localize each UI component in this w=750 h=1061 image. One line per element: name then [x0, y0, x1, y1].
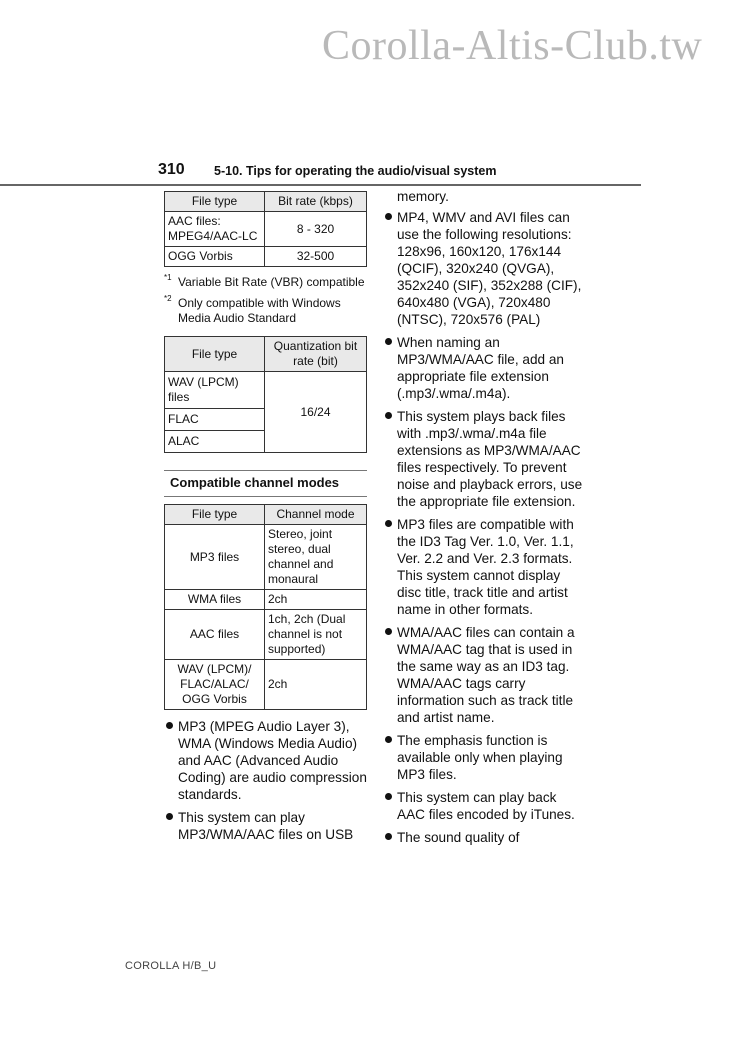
watermark: Corolla-Altis-Club.tw: [322, 23, 703, 69]
list-item-text: This system can play back AAC files encoded by iTunes.: [397, 790, 575, 822]
table-cell: 32-500: [265, 247, 367, 267]
table-cell: 1ch, 2ch (Dual channel is not supported): [265, 610, 367, 660]
table-header-row: [165, 192, 367, 212]
table-row: [165, 660, 367, 710]
channel-table: [164, 504, 367, 710]
footnote: [164, 275, 367, 290]
bullet-icon: [385, 833, 392, 840]
quantization-table: [164, 336, 367, 453]
table-header-row: [165, 337, 367, 372]
list-item-text: This system plays back files with .mp3/.wma/.m4a file extensions as MP3/WMA/AAC files respectively. To prevent noise and playback errors, use the appropriate file extension.: [397, 409, 583, 509]
list-item: [383, 209, 583, 328]
list-item: [383, 334, 583, 402]
footnote-mark: *2: [164, 294, 172, 303]
list-item: [164, 809, 367, 843]
footnote-text: Variable Bit Rate (VBR) compatible: [178, 275, 365, 289]
footnote-mark: *1: [164, 273, 172, 282]
list-item: [164, 718, 367, 803]
table-cell: MP3 files: [165, 525, 265, 590]
footnote-text: Only compatible with Windows Media Audio Standard: [178, 296, 341, 325]
list-item: [383, 789, 583, 823]
left-column: [164, 191, 367, 849]
list-item-text: WMA/AAC files can contain a WMA/AAC tag that is used in the same way as an ID3 tag. WMA/AAC tags carry information such as track title and artist name.: [397, 625, 575, 725]
table-cell: FLAC: [165, 409, 265, 431]
footnote: [164, 296, 367, 326]
table-cell: 16/24: [265, 372, 367, 453]
right-bullet-list: [383, 209, 583, 846]
table-row: [165, 372, 367, 409]
bullet-icon: [385, 338, 392, 345]
bitrate-table: [164, 191, 367, 267]
list-item: [383, 516, 583, 618]
list-item: [383, 408, 583, 510]
table-cell: 2ch: [265, 590, 367, 610]
table-cell: 2ch: [265, 660, 367, 710]
table-row: [165, 212, 367, 247]
bullet-icon: [385, 520, 392, 527]
table-header: File type: [165, 192, 265, 212]
bullet-icon: [166, 813, 173, 820]
table-cell: 8 - 320: [265, 212, 367, 247]
continued-text: memory.: [397, 189, 449, 204]
table-header: File type: [165, 337, 265, 372]
list-item: [383, 829, 583, 846]
table-cell: OGG Vorbis: [165, 247, 265, 267]
table-cell: WAV (LPCM)/ FLAC/ALAC/ OGG Vorbis: [165, 660, 265, 710]
bullet-icon: [385, 412, 392, 419]
page-number: 310: [158, 161, 185, 178]
list-item-text: MP3 files are compatible with the ID3 Tag Ver. 1.0, Ver. 1.1, Ver. 2.2 and Ver. 2.3 formats. This system cannot display disc title, track title and artist name in other formats.: [397, 517, 574, 617]
table-cell: Stereo, joint stereo, dual channel and monaural: [265, 525, 367, 590]
table-row: [165, 590, 367, 610]
left-bullet-list: [164, 718, 367, 843]
subsection-heading: Compatible channel modes: [164, 470, 367, 497]
list-item-text: MP3 (MPEG Audio Layer 3), WMA (Windows Media Audio) and AAC (Advanced Audio Coding) are audio compression standards.: [178, 719, 367, 802]
list-item-text: The emphasis function is available only when playing MP3 files.: [397, 733, 563, 782]
page-header: [0, 160, 641, 186]
table-row: [165, 610, 367, 660]
list-item: [383, 624, 583, 726]
table-header: Bit rate (kbps): [265, 192, 367, 212]
list-item-text: When naming an MP3/WMA/AAC file, add an appropriate file extension (.mp3/.wma/.m4a).: [397, 335, 564, 401]
right-column: [383, 188, 583, 852]
table-cell: WAV (LPCM) files: [165, 372, 265, 409]
table-cell: WMA files: [165, 590, 265, 610]
list-item: [383, 732, 583, 783]
table-cell: AAC files: MPEG4/AAC-LC: [165, 212, 265, 247]
bullet-icon: [385, 793, 392, 800]
table-cell: AAC files: [165, 610, 265, 660]
table-header-row: [165, 505, 367, 525]
table-header: Quantization bit rate (bit): [265, 337, 367, 372]
list-item-text: This system can play MP3/WMA/AAC files on USB: [178, 810, 354, 842]
bullet-icon: [385, 213, 392, 220]
table-cell: ALAC: [165, 431, 265, 453]
list-item-text: MP4, WMV and AVI files can use the following resolutions: 128x96, 160x120, 176x144 (QCIF), 320x240 (QVGA), 352x240 (SIF), 352x288 (CIF), 640x480 (VGA), 720x480 (NTSC), 720x576 (PAL): [397, 210, 582, 327]
bullet-icon: [385, 628, 392, 635]
bullet-icon: [385, 736, 392, 743]
list-item-text: The sound quality of: [397, 830, 520, 845]
page-footer: COROLLA H/B_U: [125, 960, 217, 972]
bullet-icon: [166, 722, 173, 729]
table-header: Channel mode: [265, 505, 367, 525]
section-title: 5-10. Tips for operating the audio/visual system: [214, 164, 497, 178]
table-row: [165, 525, 367, 590]
table-header: File type: [165, 505, 265, 525]
table-row: [165, 247, 367, 267]
